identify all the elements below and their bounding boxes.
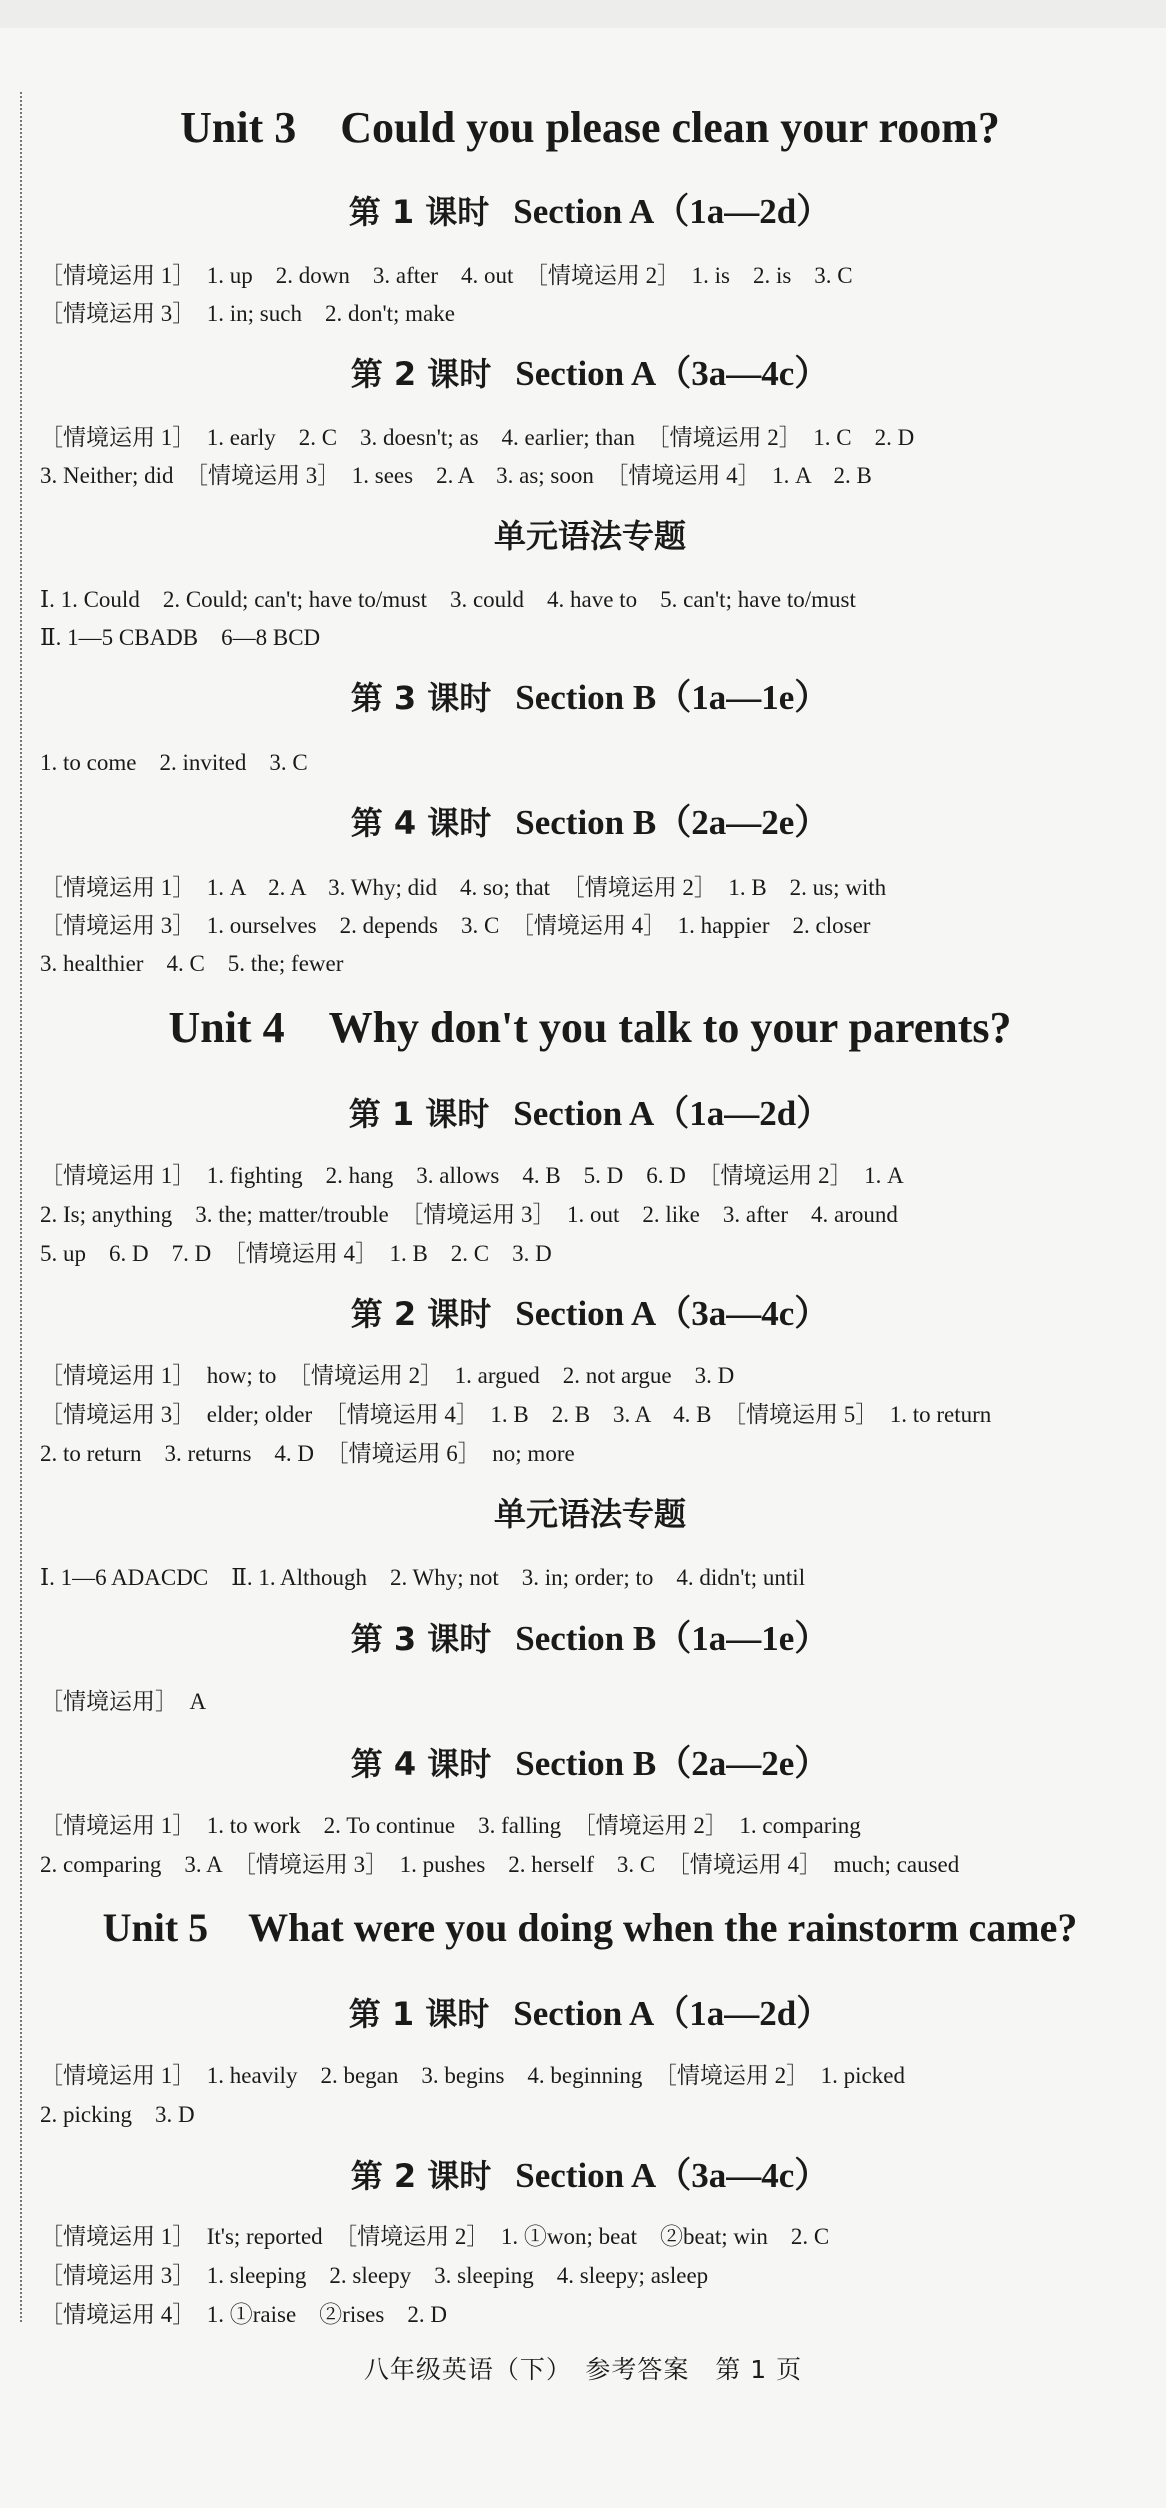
lesson-number: 第 1 课时 [348,1095,490,1133]
answer-line: ［情境运用 1］ 1. fighting 2. hang 3. allows 4. B 5. D 6. D ［情境运用 2］ 1. A [40,1163,904,1188]
lesson-section: Section A（1a—2d） [513,1094,832,1133]
answer-line: 5. up 6. D 7. D ［情境运用 4］ 1. B 2. C 3. D [40,1241,552,1266]
page-footer: 八年级英语（下） 参考答案 第 1 页 [363,2355,803,2384]
answer-line: ［情境运用 1］ how; to ［情境运用 2］ 1. argued 2. not argue 3. D [40,1363,735,1388]
answer-line: 2. picking 3. D [40,2102,195,2127]
answer-line: ［情境运用 3］ elder; older ［情境运用 4］ 1. B 2. B 3. A 4. B ［情境运用 5］ 1. to return [40,1402,992,1427]
unit4-title: Unit 4 Why don't you talk to your parents? [168,1003,1012,1052]
lesson-number: 第 2 课时 [350,355,492,393]
answer-line: ［情境运用］ A [40,1689,207,1714]
lesson-section: Section A（3a—4c） [515,354,830,393]
unit3-lesson2-title [40,352,1140,396]
unit3-lesson1-title [40,190,1140,234]
lesson-section: Section A（1a—2d） [513,192,832,231]
answer-line: ［情境运用 3］ 1. sleeping 2. sleepy 3. sleeping 4. sleepy; asleep [40,2263,709,2288]
lesson-number: 第 2 课时 [350,1295,492,1333]
lesson-number: 第 3 课时 [350,1620,492,1658]
lesson-number: 第 2 课时 [350,2157,492,2195]
answer-line: 2. comparing 3. A ［情境运用 3］ 1. pushes 2. herself 3. C ［情境运用 4］ much; caused [40,1852,960,1877]
answer-line: ［情境运用 1］ It's; reported ［情境运用 2］ 1. ①won; beat ②beat; win 2. C [40,2224,830,2249]
lesson-number: 第 4 课时 [350,1745,492,1783]
answer-line: Ⅰ. 1—6 ADACDC Ⅱ. 1. Although 2. Why; not 3. in; order; to 4. didn't; until [40,1565,806,1590]
lesson-number: 第 1 课时 [348,193,490,231]
lesson-section: Section A（3a—4c） [515,2156,830,2195]
scan-top-band [0,0,1166,28]
unit3-grammar-title: 单元语法专题 [493,517,686,555]
lesson-number: 第 3 课时 [350,679,492,717]
unit3-title: Unit 3 Could you please clean your room? [180,103,1000,152]
lesson-number: 第 4 课时 [350,804,492,842]
unit5-lesson2-title [40,2154,1140,2198]
lesson-section: Section A（3a—4c） [515,1294,830,1333]
answer-line: 2. to return 3. returns 4. D ［情境运用 6］ no; more [40,1441,575,1466]
answer-line: Ⅰ. 1. Could 2. Could; can't; have to/must 3. could 4. have to 5. can't; have to/must [40,587,856,612]
answer-line: 1. to come 2. invited 3. C [40,750,308,775]
answer-line: ［情境运用 4］ 1. ①raise ②rises 2. D [40,2302,447,2327]
answer-line: Ⅱ. 1—5 CBADB 6—8 BCD [40,625,321,650]
unit5-lesson1-title [40,1992,1140,2036]
answer-line: ［情境运用 1］ 1. heavily 2. began 3. begins 4. beginning ［情境运用 2］ 1. picked [40,2063,905,2088]
unit4-lesson4-title [40,1742,1140,1786]
lesson-section: Section B（1a—1e） [515,1619,830,1658]
unit4-lesson3-title [40,1617,1140,1661]
answer-line: 3. Neither; did ［情境运用 3］ 1. sees 2. A 3. as; soon ［情境运用 4］ 1. A 2. B [40,463,872,488]
answer-line: ［情境运用 3］ 1. ourselves 2. depends 3. C ［情境运用 4］ 1. happier 2. closer [40,913,871,938]
answer-line: ［情境运用 1］ 1. early 2. C 3. doesn't; as 4. earlier; than ［情境运用 2］ 1. C 2. D [40,425,915,450]
unit5-title: Unit 5 What were you doing when the rainstorm came? [102,1905,1078,1950]
unit4-lesson1-title [40,1092,1140,1136]
answer-line: ［情境运用 1］ 1. to work 2. To continue 3. falling ［情境运用 2］ 1. comparing [40,1813,861,1838]
unit4-grammar-title: 单元语法专题 [493,1495,686,1533]
unit4-lesson2-title [40,1292,1140,1336]
lesson-section: Section B（1a—1e） [515,678,830,717]
lesson-section: Section B（2a—2e） [515,1744,830,1783]
answer-line: ［情境运用 1］ 1. A 2. A 3. Why; did 4. so; that ［情境运用 2］ 1. B 2. us; with [40,875,887,900]
answer-line: ［情境运用 1］ 1. up 2. down 3. after 4. out ［情境运用 2］ 1. is 2. is 3. C [40,263,853,288]
answer-line: 3. healthier 4. C 5. the; fewer [40,951,344,976]
answer-line: 2. Is; anything 3. the; matter/trouble ［情境运用 3］ 1. out 2. like 3. after 4. around [40,1202,898,1227]
binding-margin-line [20,92,22,2322]
answer-line: ［情境运用 3］ 1. in; such 2. don't; make [40,301,455,326]
unit3-lesson3-title [40,676,1140,720]
unit3-lesson4-title [40,801,1140,845]
lesson-number: 第 1 课时 [348,1995,490,2033]
lesson-section: Section B（2a—2e） [515,803,830,842]
lesson-section: Section A（1a—2d） [513,1994,832,2033]
